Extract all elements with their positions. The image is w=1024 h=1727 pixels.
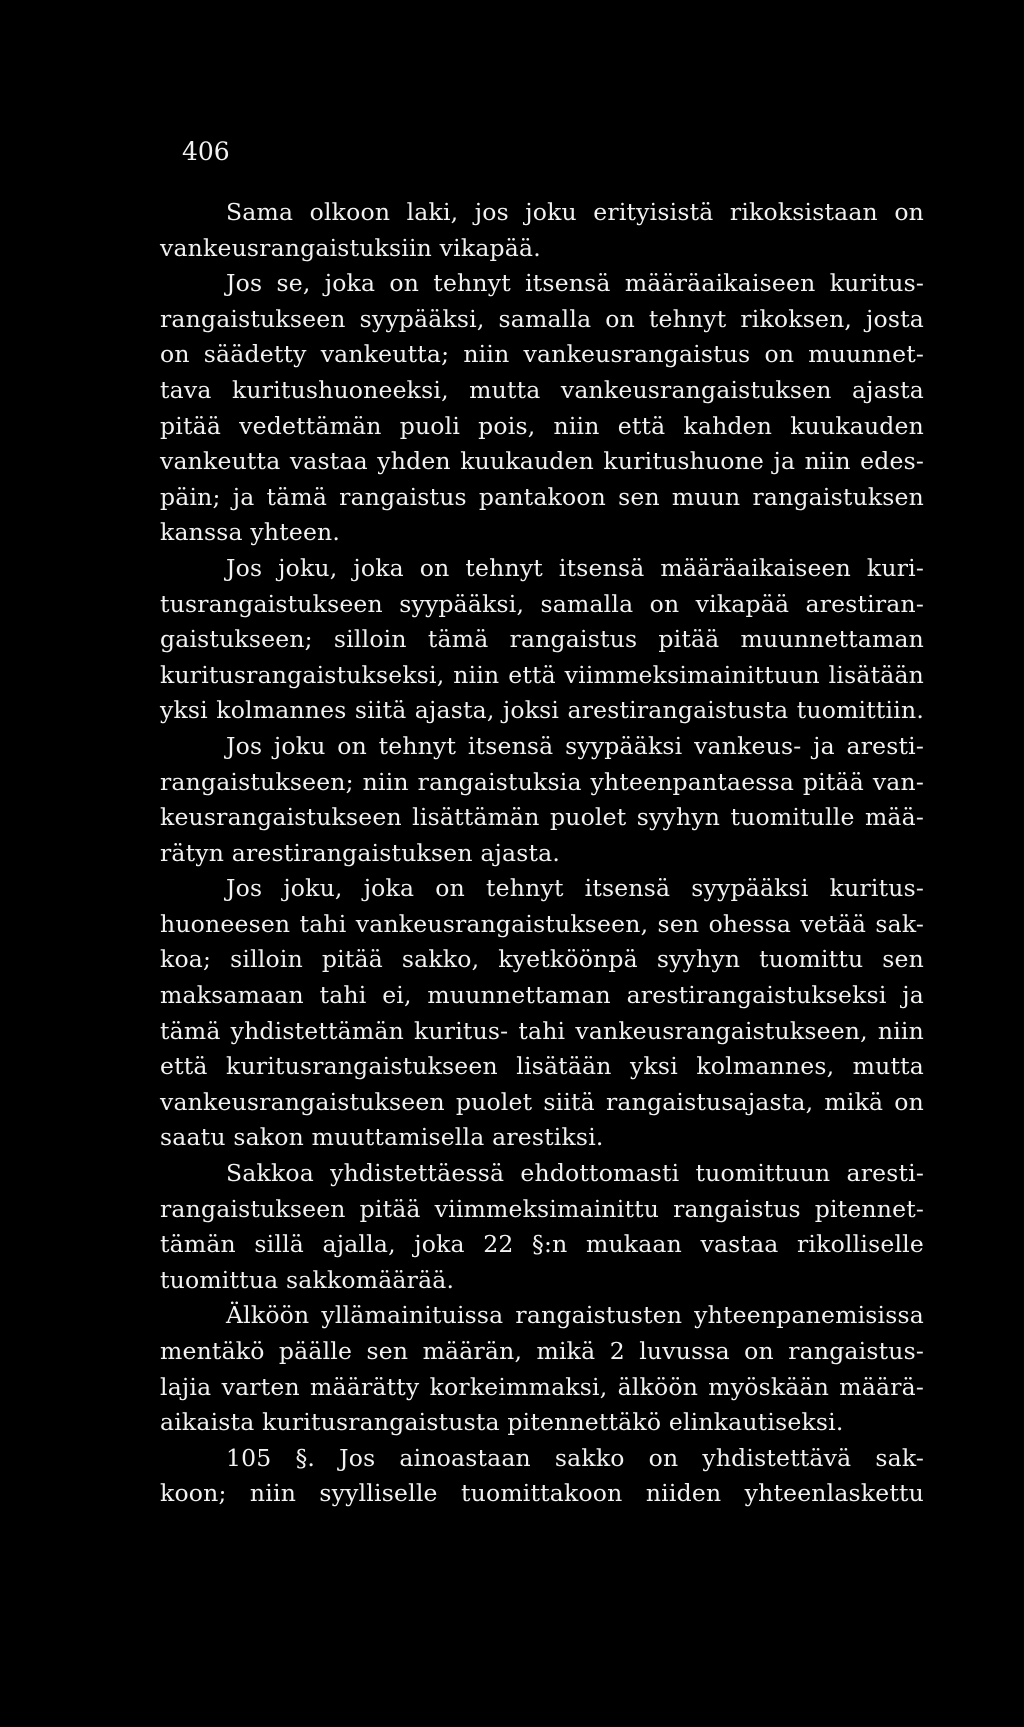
text-line: koon; niin syylliselle tuomittakoon niiden yhteenlaskettu xyxy=(160,1479,924,1508)
text-line: että kuritusrangaistukseen lisätään yksi kolmannes, mutta xyxy=(160,1052,924,1081)
text-line: aikaista kuritusrangaistusta pitennettäkö elinkautiseksi. xyxy=(160,1408,844,1437)
text-line: saatu sakon muuttamisella arestiksi. xyxy=(160,1123,604,1152)
text-line: vankeutta vastaa yhden kuukauden kuritushuone ja niin edes- xyxy=(160,447,924,476)
text-line: 105 §. Jos ainoastaan sakko on yhdistettävä sak- xyxy=(226,1443,924,1472)
text-line: pitää vedettämän puoli pois, niin että kahden kuukauden xyxy=(160,411,924,440)
text-line: on säädetty vankeutta; niin vankeusrangaistus on muunnet- xyxy=(160,340,924,369)
text-line: Älköön yllämainituissa rangaistusten yhteenpanemisissa xyxy=(226,1301,924,1330)
text-line: Sakkoa yhdistettäessä ehdottomasti tuomittuun aresti- xyxy=(226,1159,924,1188)
text-line: rangaistukseen; niin rangaistuksia yhteenpantaessa pitää van- xyxy=(160,767,924,796)
text-line: tuomittua sakkomäärää. xyxy=(160,1265,455,1294)
text-line: huoneesen tahi vankeusrangaistukseen, sen ohessa vetää sak- xyxy=(160,909,924,938)
text-line: kanssa yhteen. xyxy=(160,518,341,547)
text-line: lajia varten määrätty korkeimmaksi, älköön myöskään määrä- xyxy=(160,1372,924,1401)
text-line: rätyn arestirangaistuksen ajasta. xyxy=(160,838,561,867)
text-line: Sama olkoon laki, jos joku erityisistä rikoksistaan on xyxy=(226,198,924,226)
text-line: vankeusrangaistuksiin vikapää. xyxy=(160,233,541,262)
text-line: tava kuritushuoneeksi, mutta vankeusrangaistuksen ajasta xyxy=(160,375,924,404)
text-line: mentäkö päälle sen määrän, mikä 2 luvussa on rangaistus- xyxy=(160,1337,924,1365)
text-line: koa; silloin pitää sakko, kyetköönpä syyhyn tuomittu sen xyxy=(160,945,924,974)
text-line: gaistukseen; silloin tämä rangaistus pitää muunnettaman xyxy=(160,625,924,654)
text-line: vankeusrangaistukseen puolet siitä rangaistusajasta, mikä on xyxy=(160,1087,924,1116)
text-line: tämän sillä ajalla, joka 22 §:n mukaan vastaa rikolliselle xyxy=(160,1230,924,1259)
text-line: rangaistukseen pitää viimmeksimainittu rangaistus pitennet- xyxy=(160,1194,924,1223)
page-number: 406 xyxy=(182,137,230,166)
text-line: Jos joku, joka on tehnyt itsensä määräaikaiseen kuri- xyxy=(226,553,924,582)
text-line: yksi kolmannes siitä ajasta, joksi arestirangaistusta tuomittiin. xyxy=(160,696,924,725)
body-text xyxy=(160,195,924,1512)
text-line: tämä yhdistettämän kuritus- tahi vankeusrangaistukseen, niin xyxy=(160,1016,924,1045)
text-line: Jos se, joka on tehnyt itsensä määräaikaiseen kuritus- xyxy=(226,269,924,298)
text-line: päin; ja tämä rangaistus pantakoon sen muun rangaistuksen xyxy=(160,482,924,511)
text-line: Jos joku on tehnyt itsensä syypääksi vankeus- ja aresti- xyxy=(226,731,924,760)
text-line: maksamaan tahi ei, muunnettaman arestirangaistukseksi ja xyxy=(160,981,924,1010)
text-line: Jos joku, joka on tehnyt itsensä syypääksi kuritus- xyxy=(226,874,924,903)
text-line: keusrangaistukseen lisättämän puolet syyhyn tuomitulle mää- xyxy=(160,803,924,832)
text-line: tusrangaistukseen syypääksi, samalla on vikapää arestiran- xyxy=(160,589,924,618)
text-line: rangaistukseen syypääksi, samalla on tehnyt rikoksen, josta xyxy=(160,304,924,333)
text-line: kuritusrangaistukseksi, niin että viimmeksimainittuun lisätään xyxy=(160,660,924,689)
